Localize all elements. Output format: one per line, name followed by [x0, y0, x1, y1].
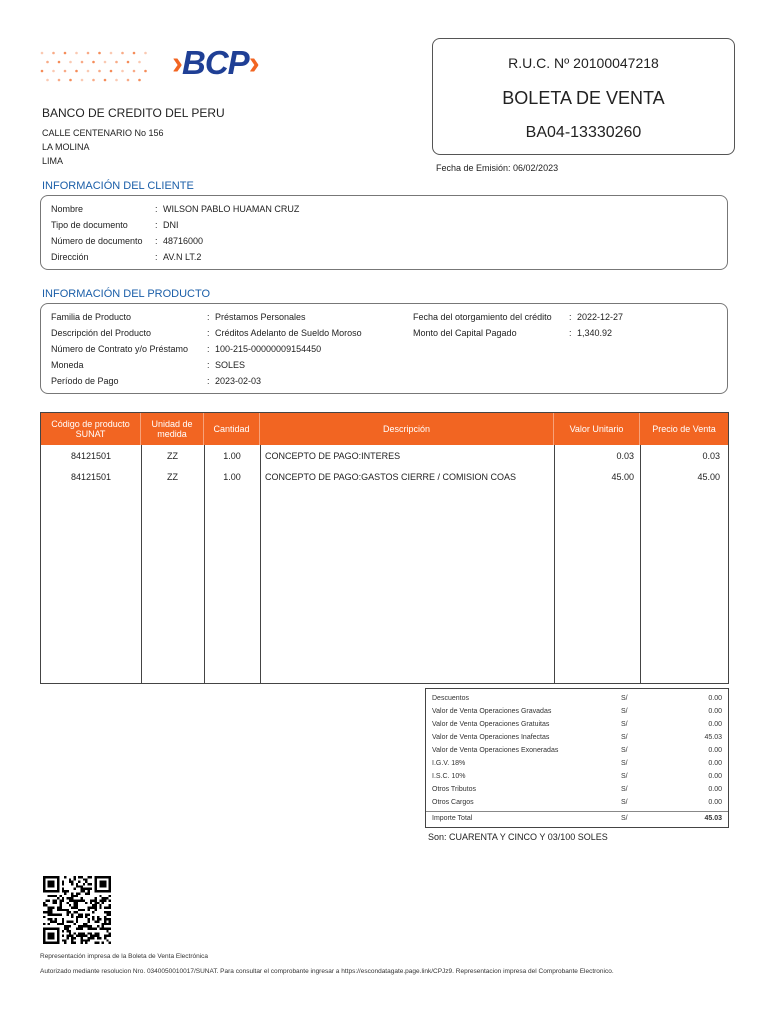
row-description: CONCEPTO DE PAGO:GASTOS CIERRE / COMISION COAS [265, 472, 517, 482]
totals-row [426, 706, 728, 719]
header-sale-price: Precio de Venta [652, 424, 716, 434]
client-label: Tipo de documento [51, 220, 128, 230]
totals-value: 0.00 [708, 747, 722, 754]
separator: : [207, 344, 210, 354]
table-header [41, 413, 728, 445]
separator: : [155, 204, 158, 214]
product-value: 100-215-00000009154450 [215, 344, 322, 354]
address-line: LA MOLINA [42, 142, 90, 152]
totals-value: 0.00 [708, 773, 722, 780]
totals-value: 0.00 [708, 799, 722, 806]
totals-currency: S/ [621, 799, 628, 806]
totals-row [426, 693, 728, 706]
header-code: Código de producto SUNAT [41, 413, 141, 445]
totals-box [425, 688, 729, 828]
totals-currency: S/ [621, 734, 628, 741]
bcp-logo: ›BCP› [172, 44, 259, 81]
issue-date: Fecha de Emisión: 06/02/2023 [436, 163, 559, 173]
total-value: 45.03 [704, 815, 722, 822]
header-unit-value: Valor Unitario [554, 413, 640, 445]
document-header-box [432, 38, 735, 155]
product-value: Créditos Adelanto de Sueldo Moroso [215, 328, 362, 338]
product-label: Período de Pago [51, 376, 119, 386]
separator: : [207, 312, 210, 322]
totals-currency: S/ [621, 773, 628, 780]
total-currency: S/ [621, 815, 628, 822]
totals-value: 0.00 [708, 721, 722, 728]
product-value: SOLES [215, 360, 246, 370]
row-code: 84121501 [70, 472, 112, 482]
total-label: Importe Total [432, 815, 473, 822]
row-sale-price: 0.03 [702, 451, 720, 461]
totals-value: 0.00 [708, 786, 722, 793]
product-info-box [40, 303, 728, 394]
product-label: Monto del Capital Pagado [413, 328, 517, 338]
header-unit: Unidad de medida [141, 413, 204, 445]
product-value: Préstamos Personales [215, 312, 306, 322]
product-section-title: INFORMACIÓN DEL PRODUCTO [42, 288, 211, 300]
totals-row [426, 719, 728, 732]
product-value: 2023-02-03 [215, 376, 262, 386]
separator: : [569, 328, 572, 338]
row-unit-value: 0.03 [616, 451, 634, 461]
totals-divider [426, 811, 728, 812]
totals-label: Valor de Venta Operaciones Inafectas [432, 734, 550, 741]
totals-total-row [426, 813, 728, 826]
totals-label: Valor de Venta Operaciones Gratuitas [432, 721, 550, 728]
totals-value: 0.00 [708, 695, 722, 702]
address-line: LIMA [42, 156, 64, 166]
document-type: BOLETA DE VENTA [502, 88, 665, 108]
bank-name: BANCO DE CREDITO DEL PERU [42, 106, 225, 120]
row-unit: ZZ [167, 472, 178, 482]
totals-currency: S/ [621, 708, 628, 715]
column-divider [260, 445, 261, 683]
separator: : [207, 360, 210, 370]
separator: : [207, 376, 210, 386]
qr-code [43, 876, 111, 944]
totals-label: Valor de Venta Operaciones Exoneradas [432, 747, 559, 754]
totals-currency: S/ [621, 695, 628, 702]
document-number: BA04-13330260 [525, 124, 642, 141]
amount-in-words: Son: CUARENTA Y CINCO Y 03/100 SOLES [428, 832, 608, 842]
product-label: Descripción del Producto [51, 328, 152, 338]
totals-row [426, 771, 728, 784]
product-value: 1,340.92 [577, 328, 613, 338]
row-unit: ZZ [167, 451, 178, 461]
header-description: Descripción [260, 413, 554, 445]
product-label: Familia de Producto [51, 312, 132, 322]
totals-value: 0.00 [708, 760, 722, 767]
product-label: Moneda [51, 360, 84, 370]
totals-currency: S/ [621, 747, 628, 754]
header-qty: Cantidad [204, 413, 260, 445]
separator: : [207, 328, 210, 338]
totals-currency: S/ [621, 721, 628, 728]
product-label: Fecha del otorgamiento del crédito [413, 312, 552, 322]
row-qty: 1.00 [223, 472, 241, 482]
row-sale-price: 45.00 [697, 472, 720, 482]
client-section-title: INFORMACIÓN DEL CLIENTE [42, 180, 194, 192]
totals-row [426, 732, 728, 745]
client-label: Dirección [51, 252, 89, 262]
client-value: DNI [163, 220, 179, 230]
totals-row [426, 784, 728, 797]
totals-label: Descuentos [432, 695, 469, 702]
separator: : [155, 220, 158, 230]
row-description: CONCEPTO DE PAGO:INTERES [265, 451, 401, 461]
address-line: CALLE CENTENARIO No 156 [42, 128, 164, 138]
totals-value: 45.03 [704, 734, 722, 741]
client-label: Número de documento [51, 236, 143, 246]
separator: : [155, 236, 158, 246]
totals-label: I.G.V. 18% [432, 760, 466, 767]
separator: : [155, 252, 158, 262]
totals-label: Valor de Venta Operaciones Gravadas [432, 708, 552, 715]
totals-row [426, 797, 728, 810]
bcp-logo-dots [38, 50, 152, 84]
product-value: 2022-12-27 [577, 312, 624, 322]
client-value: 48716000 [163, 236, 204, 246]
totals-row [426, 758, 728, 771]
client-value: AV.N LT.2 [163, 252, 202, 262]
footer-authorization: Autorizado mediante resolucion Nro. 0340050010017/SUNAT. Para consultar el comprobante ingresar a https://escondatagate.page.link/CPJz9. Representacion impresa del Comprobante Electronico. [40, 968, 614, 975]
ruc-number: R.U.C. Nº 20100047218 [508, 55, 659, 71]
totals-value: 0.00 [708, 708, 722, 715]
totals-currency: S/ [621, 760, 628, 767]
product-label: Número de Contrato y/o Préstamo [51, 344, 189, 354]
totals-label: Otros Tributos [432, 786, 476, 793]
separator: : [569, 312, 572, 322]
totals-label: I.S.C. 10% [432, 773, 466, 780]
client-label: Nombre [51, 204, 84, 214]
items-table [40, 412, 729, 684]
row-qty: 1.00 [223, 451, 241, 461]
footer-representation: Representación impresa de la Boleta de Venta Electrónica [40, 953, 209, 960]
totals-currency: S/ [621, 786, 628, 793]
totals-label: Otros Cargos [432, 799, 474, 806]
row-code: 84121501 [70, 451, 112, 461]
row-unit-value: 45.00 [611, 472, 634, 482]
client-value: WILSON PABLO HUAMAN CRUZ [163, 204, 300, 214]
totals-row [426, 745, 728, 758]
client-info-box [40, 195, 728, 270]
